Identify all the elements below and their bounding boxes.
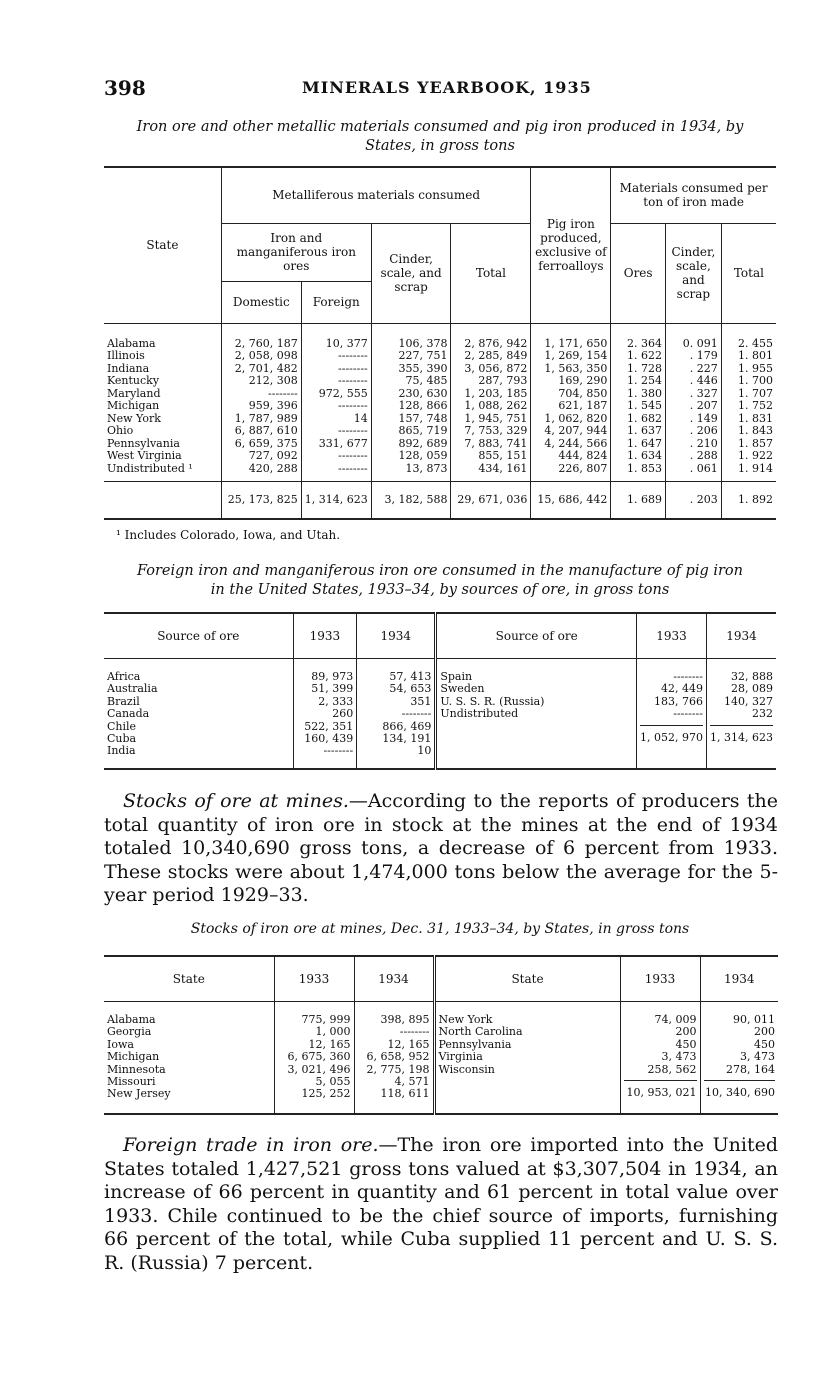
cell-value: 1. 700 xyxy=(738,374,773,387)
total-per-ton-column xyxy=(721,323,776,482)
col-state-left: State xyxy=(104,956,274,1002)
cell-value: . 179 xyxy=(689,349,718,362)
table-row xyxy=(104,323,776,482)
col-cinder-per-ton: Cinder, scale, and scrap xyxy=(665,223,721,323)
row-label: North Carolina xyxy=(438,1025,523,1039)
cell-value: 420, 288 xyxy=(248,461,298,475)
col-iron-ores: Iron and manganiferous iron ores xyxy=(221,223,371,281)
cell-value: 13, 873 xyxy=(405,461,448,475)
cell-value: 4, 571 xyxy=(394,1075,430,1089)
cell-value: 2, 058, 098 xyxy=(234,349,298,362)
right-1933-column xyxy=(624,1014,697,1076)
table3-caption: Stocks of iron ore at mines, Dec. 31, 1933–34, by States, in gross tons xyxy=(190,921,690,937)
cell-value: 226, 807 xyxy=(558,461,608,475)
cell-value: 865, 719 xyxy=(398,424,448,437)
table1-caption: Iron ore and other metallic materials consumed and pig iron produced in 1934, by States, in gross tons xyxy=(136,119,744,154)
cell-value: . 288 xyxy=(689,449,718,462)
row-label: Undistributed ¹ xyxy=(107,461,193,475)
cell-value: 621, 187 xyxy=(558,399,608,412)
trade-paragraph: Foreign trade in iron ore.—The iron ore imported into the United States totaled 1,427,521 gross tons valued at $3,307,504 in 1934, an increase of 66 percent in quantity and 61 percent in total value over 1933. Chile continued to be the chief source of imports, furnishing 66 percent of the total, while Cuba supplied 11 percent and U. S. S. R. (Russia) 7 percent. xyxy=(104,1134,778,1274)
row-label: Pennsylvania xyxy=(107,436,180,450)
total-domestic: 25, 173, 825 xyxy=(221,482,301,520)
stocks-table xyxy=(104,955,778,1115)
col-foreign: Foreign xyxy=(301,281,371,323)
cell-value: . 446 xyxy=(689,374,718,387)
total-1933: 1, 052, 970 xyxy=(640,725,703,744)
row-label: Michigan xyxy=(107,1050,160,1064)
cell-value: 106, 378 xyxy=(398,336,448,350)
cell-value: 10 xyxy=(417,744,432,758)
cell-value: -------- xyxy=(338,399,368,412)
cell-value: 866, 469 xyxy=(382,719,432,733)
cell-value: 14 xyxy=(353,411,368,425)
cell-value: 1, 088, 262 xyxy=(464,399,528,412)
foreign-column xyxy=(301,323,371,482)
cell-value: 1. 831 xyxy=(738,411,773,425)
left-1933-column xyxy=(274,1002,354,1114)
cell-value: 1. 843 xyxy=(738,424,773,437)
cell-value: -------- xyxy=(338,361,368,375)
cell-value: 1. 545 xyxy=(626,399,662,412)
cell-value: 42, 449 xyxy=(660,682,703,696)
source-left-column xyxy=(104,659,293,769)
cell-value: 54, 653 xyxy=(389,682,432,696)
row-label: New York xyxy=(107,411,161,425)
row-label: Michigan xyxy=(107,399,160,412)
cell-value: 1, 787, 989 xyxy=(234,411,298,425)
row-label: Australia xyxy=(107,682,158,696)
cell-value: 1. 647 xyxy=(626,436,662,450)
total-cinder-per-ton: . 203 xyxy=(665,482,721,520)
table-row xyxy=(104,1002,778,1114)
row-label: Virginia xyxy=(438,1050,483,1064)
col-source-left: Source of ore xyxy=(104,613,293,659)
cell-value: 128, 866 xyxy=(398,399,448,412)
cell-value: 2. 455 xyxy=(738,336,773,350)
row-label: Africa xyxy=(107,670,141,683)
cell-value: 128, 059 xyxy=(398,449,448,462)
cell-value: . 149 xyxy=(689,411,718,425)
row-label: Pennsylvania xyxy=(438,1037,512,1051)
cell-value: 28, 089 xyxy=(731,682,773,696)
cell-value: 351 xyxy=(410,694,432,708)
cell-value: 260 xyxy=(332,707,354,721)
cell-value: 1. 380 xyxy=(626,386,662,400)
cell-value: 450 xyxy=(675,1037,697,1051)
col-1934-right: 1934 xyxy=(706,613,776,659)
row-label: Alabama xyxy=(107,336,156,350)
cell-value: -------- xyxy=(338,461,368,475)
row-label: New Jersey xyxy=(107,1087,171,1101)
cell-value: -------- xyxy=(399,1025,430,1039)
cell-value: 12, 165 xyxy=(387,1037,430,1051)
cell-value: 959, 396 xyxy=(248,399,298,412)
row-label: Canada xyxy=(107,707,150,721)
cell-value: 7, 883, 741 xyxy=(464,436,528,450)
row-label: U. S. S. R. (Russia) xyxy=(440,694,545,708)
cell-value: 3, 473 xyxy=(740,1050,775,1064)
cell-value: 160, 439 xyxy=(304,732,354,746)
cell-value: 6, 887, 610 xyxy=(234,424,298,437)
cell-value: 4, 244, 566 xyxy=(544,436,608,450)
row-label: Chile xyxy=(107,719,137,733)
totals-row xyxy=(104,482,776,520)
cell-value: 5, 055 xyxy=(315,1075,351,1089)
cell-value: 1. 682 xyxy=(626,411,662,425)
col-per-ton: Materials consumed per ton of iron made xyxy=(611,167,776,223)
row-label: Spain xyxy=(440,670,473,683)
consumption-table xyxy=(104,166,776,520)
row-label: Kentucky xyxy=(107,374,160,387)
total-total: 29, 671, 036 xyxy=(451,482,531,520)
cell-value: 6, 675, 360 xyxy=(287,1050,351,1064)
cell-value: 2, 333 xyxy=(318,694,354,708)
cell-value: 775, 999 xyxy=(301,1013,351,1026)
cell-value: 232 xyxy=(752,707,773,721)
cell-value: 4, 207, 944 xyxy=(544,424,608,437)
cell-value: -------- xyxy=(338,374,368,387)
row-label: Illinois xyxy=(107,349,145,362)
cell-value: 1. 752 xyxy=(738,399,773,412)
row-label: Wisconsin xyxy=(438,1062,495,1076)
cell-value: 704, 850 xyxy=(558,386,608,400)
cell-value: 972, 555 xyxy=(318,386,368,400)
domestic-column xyxy=(221,323,301,482)
cell-value: 1. 634 xyxy=(626,449,662,462)
cell-value: 1, 269, 154 xyxy=(544,349,608,362)
right-1934-column xyxy=(704,1014,776,1076)
col-1933-left: 1933 xyxy=(274,956,354,1002)
row-label: West Virginia xyxy=(107,449,182,462)
col-domestic: Domestic xyxy=(221,281,301,323)
cell-value: 125, 252 xyxy=(301,1087,351,1101)
col-cinder: Cinder, scale, and scrap xyxy=(371,223,451,323)
cell-value: 57, 413 xyxy=(389,670,432,683)
cell-value: 1. 254 xyxy=(626,374,662,387)
row-label: Maryland xyxy=(107,386,161,400)
cell-value: 1, 171, 650 xyxy=(544,336,608,350)
col-total: Total xyxy=(451,223,531,323)
cell-value: 1. 914 xyxy=(738,461,773,475)
row-label: Brazil xyxy=(107,694,140,708)
cell-value: 2. 364 xyxy=(626,336,662,350)
row-label: Iowa xyxy=(107,1037,134,1051)
table-row xyxy=(104,659,776,769)
footnote: ¹ Includes Colorado, Iowa, and Utah. xyxy=(116,528,341,542)
total-1934: 10, 340, 690 xyxy=(704,1080,776,1099)
cell-value: 1. 801 xyxy=(738,349,773,362)
cell-value: 75, 485 xyxy=(405,374,448,387)
cell-value: 1. 955 xyxy=(738,361,773,375)
total-column xyxy=(451,323,531,482)
row-label: Georgia xyxy=(107,1025,152,1039)
col-1933-left: 1933 xyxy=(293,613,357,659)
cell-value: 398, 895 xyxy=(380,1013,430,1026)
cell-value: 74, 009 xyxy=(654,1013,697,1026)
col-source-right: Source of ore xyxy=(436,613,637,659)
cell-value: . 327 xyxy=(689,386,718,400)
cell-value: . 210 xyxy=(689,436,718,450)
cell-value: 1. 707 xyxy=(738,386,773,400)
col-1934-right: 1934 xyxy=(700,956,778,1002)
total-cinder: 3, 182, 588 xyxy=(371,482,451,520)
cell-value: 200 xyxy=(754,1025,775,1039)
total-1933: 10, 953, 021 xyxy=(624,1080,697,1099)
page-header xyxy=(104,76,774,98)
cell-value: 444, 824 xyxy=(558,449,608,462)
cell-value: -------- xyxy=(323,744,354,758)
page-number: 398 xyxy=(104,76,146,100)
row-label: Sweden xyxy=(440,682,485,696)
col-1933-right: 1933 xyxy=(637,613,707,659)
col-state-right: State xyxy=(434,956,620,1002)
row-label: Ohio xyxy=(107,424,134,437)
total-total-per-ton: 1. 892 xyxy=(721,482,776,520)
cell-value: . 207 xyxy=(689,399,718,412)
cell-value: 355, 390 xyxy=(398,361,448,375)
col-1934-left: 1934 xyxy=(357,613,436,659)
foreign-sources-table xyxy=(104,612,776,770)
cell-value: 118, 611 xyxy=(380,1087,430,1101)
cell-value: 1. 853 xyxy=(626,461,662,475)
cell-value: . 061 xyxy=(689,461,718,475)
row-label: Cuba xyxy=(107,732,137,746)
cell-value: 1. 857 xyxy=(738,436,773,450)
cell-value: 3, 056, 872 xyxy=(464,361,528,375)
col-ores: Ores xyxy=(611,223,666,323)
table2-caption: Foreign iron and manganiferous iron ore consumed in the manufacture of pig iron in the United States, 1933–34, by sources of ore, in gross tons xyxy=(136,563,743,598)
cell-value: 1. 622 xyxy=(626,349,662,362)
state-column xyxy=(104,323,221,482)
cell-value: 2, 876, 942 xyxy=(464,336,528,350)
left-1933-column xyxy=(293,659,357,769)
cell-value: 32, 888 xyxy=(731,670,773,683)
cell-value: 1, 062, 820 xyxy=(544,411,608,425)
cell-value: 450 xyxy=(754,1037,775,1051)
cell-value: 183, 766 xyxy=(654,694,703,708)
right-1934-column xyxy=(710,671,773,721)
cell-value: 522, 351 xyxy=(304,719,354,733)
cell-value: -------- xyxy=(673,707,703,721)
cell-value: 169, 290 xyxy=(558,374,608,387)
cell-value: 90, 011 xyxy=(733,1013,775,1026)
cell-value: 212, 308 xyxy=(248,374,298,387)
total-ores: 1. 689 xyxy=(611,482,666,520)
cell-value: 1. 637 xyxy=(626,424,662,437)
running-title: MINERALS YEARBOOK, 1935 xyxy=(302,78,592,97)
col-1934-left: 1934 xyxy=(354,956,434,1002)
cell-value: 278, 164 xyxy=(726,1062,775,1076)
cell-value: 258, 562 xyxy=(647,1062,697,1076)
cell-value: 1, 563, 350 xyxy=(544,361,608,375)
ores-column xyxy=(611,323,666,482)
state-right-column xyxy=(434,1002,620,1114)
total-foreign: 1, 314, 623 xyxy=(301,482,371,520)
row-label: Undistributed xyxy=(440,707,519,721)
row-label: Alabama xyxy=(107,1013,156,1026)
cell-value: 3, 473 xyxy=(661,1050,697,1064)
cell-value: -------- xyxy=(401,707,432,721)
row-label: Indiana xyxy=(107,361,150,375)
cell-value: -------- xyxy=(338,449,368,462)
cell-value: . 227 xyxy=(689,361,718,375)
cell-value: 89, 973 xyxy=(311,670,354,683)
cell-value: 227, 751 xyxy=(398,349,448,362)
left-1934-column xyxy=(354,1002,434,1114)
cell-value: 1, 000 xyxy=(315,1025,351,1039)
col-pig-iron: Pig iron produced, exclusive of ferroalloys xyxy=(531,167,611,323)
cell-value: 12, 165 xyxy=(308,1037,351,1051)
row-label: Missouri xyxy=(107,1075,156,1089)
cell-value: 287, 793 xyxy=(478,374,528,387)
source-right-column xyxy=(436,659,637,769)
cell-value: 1, 945, 751 xyxy=(464,411,528,425)
cell-value: 1, 203, 185 xyxy=(464,386,528,400)
cell-value: 1. 728 xyxy=(626,361,662,375)
cell-value: 855, 151 xyxy=(478,449,528,462)
cell-value: 51, 399 xyxy=(311,682,354,696)
row-label: New York xyxy=(438,1013,493,1026)
cell-value: 434, 161 xyxy=(478,461,528,475)
col-total-per-ton: Total xyxy=(721,223,776,323)
cinder-per-ton-column xyxy=(665,323,721,482)
cell-value: 7, 753, 329 xyxy=(464,424,528,437)
cell-value: 1. 922 xyxy=(738,449,773,462)
pig-iron-column xyxy=(531,323,611,482)
total-pig-iron: 15, 686, 442 xyxy=(531,482,611,520)
cell-value: 2, 701, 482 xyxy=(234,361,298,375)
cell-value: 2, 285, 849 xyxy=(464,349,528,362)
cell-value: 2, 760, 187 xyxy=(234,336,298,350)
cell-value: 6, 658, 952 xyxy=(366,1050,430,1064)
cell-value: 10, 377 xyxy=(325,336,368,350)
right-1933-column xyxy=(640,671,703,721)
cell-value: 2, 775, 198 xyxy=(366,1062,430,1076)
cell-value: 230, 630 xyxy=(398,386,448,400)
cell-value: 140, 327 xyxy=(724,694,773,708)
cell-value: -------- xyxy=(673,670,703,683)
col-1933-right: 1933 xyxy=(620,956,700,1002)
row-label: Minnesota xyxy=(107,1062,166,1076)
cell-value: 3, 021, 496 xyxy=(287,1062,351,1076)
cinder-column xyxy=(371,323,451,482)
total-1934: 1, 314, 623 xyxy=(710,725,773,744)
cell-value: 6, 659, 375 xyxy=(234,436,298,450)
cell-value: . 206 xyxy=(689,424,718,437)
cell-value: 0. 091 xyxy=(682,336,718,350)
cell-value: 331, 677 xyxy=(318,436,368,450)
cell-value: -------- xyxy=(338,424,368,437)
state-left-column xyxy=(104,1002,274,1114)
cell-value: -------- xyxy=(268,386,298,400)
col-metalliferous: Metalliferous materials consumed xyxy=(221,167,531,223)
cell-value: 892, 689 xyxy=(398,436,448,450)
cell-value: 200 xyxy=(675,1025,697,1039)
stocks-paragraph: Stocks of ore at mines.—According to the reports of producers the total quantity of iron ore in stock at the mines at the end of 1934 totaled 10,340,690 gross tons, a decrease of 6 percent from 1933. These stocks were about 1,474,000 tons below the average for the 5-year period 1929–33. xyxy=(104,790,778,906)
col-state: State xyxy=(104,167,221,323)
left-1934-column xyxy=(357,659,436,769)
cell-value: -------- xyxy=(338,349,368,362)
cell-value: 134, 191 xyxy=(382,732,432,746)
cell-value: 727, 092 xyxy=(248,449,298,462)
cell-value: 157, 748 xyxy=(398,411,448,425)
row-label: India xyxy=(107,744,136,758)
